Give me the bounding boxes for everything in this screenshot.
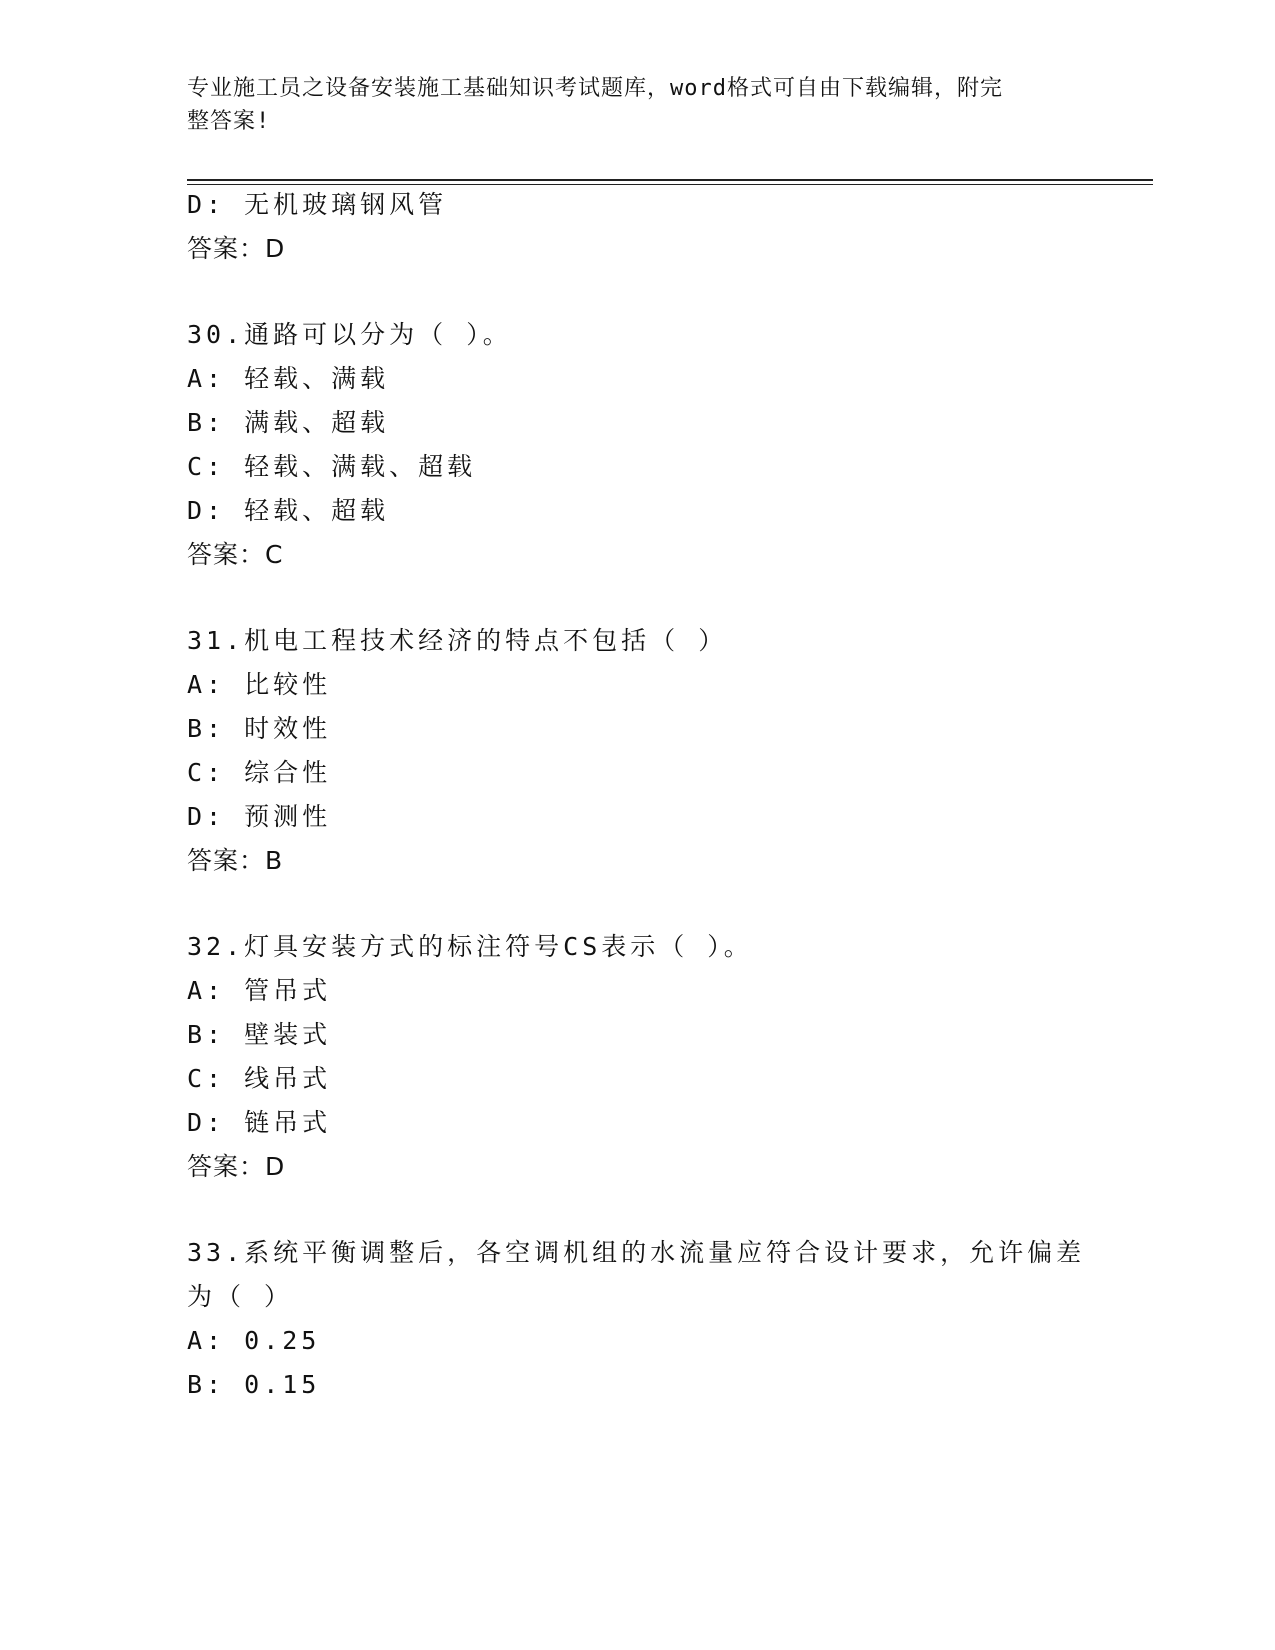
q31-option-d: D: 预测性: [187, 802, 332, 831]
document-header: [187, 72, 1087, 138]
q33-stem-line-2: 为（ ）: [187, 1282, 294, 1311]
q31-stem: 31.机电工程技术经济的特点不包括（ ）: [187, 626, 728, 655]
header-divider-thick: [187, 179, 1153, 181]
q32-stem: 32.灯具安装方式的标注符号CS表示（ ）。: [187, 932, 753, 961]
q30-option-b: B: 满载、超载: [187, 408, 390, 437]
q31-answer: 答案：B: [187, 846, 284, 875]
q32-option-c: C: 线吊式: [187, 1064, 332, 1093]
q33-option-a: A: 0.25: [187, 1326, 321, 1355]
q30-stem: 30.通路可以分为（ ）。: [187, 320, 512, 349]
header-divider-thin: [187, 184, 1153, 185]
prev-answer: 答案：D: [187, 234, 286, 263]
q31-option-b: B: 时效性: [187, 714, 332, 743]
q30-answer: 答案：C: [187, 540, 284, 569]
q31-option-c: C: 综合性: [187, 758, 332, 787]
q32-option-b: B: 壁装式: [187, 1020, 332, 1049]
q32-option-a: A: 管吊式: [187, 976, 332, 1005]
header-line-2: 整答案!: [187, 109, 271, 134]
q33-option-b: B: 0.15: [187, 1370, 321, 1399]
q31-option-a: A: 比较性: [187, 670, 332, 699]
q33-stem-line-1: 33.系统平衡调整后，各空调机组的水流量应符合设计要求，允许偏差: [187, 1238, 1086, 1267]
q30-option-d: D: 轻载、超载: [187, 496, 390, 525]
prev-option-d: D: 无机玻璃钢风管: [187, 190, 448, 219]
q32-answer: 答案：D: [187, 1152, 286, 1181]
q30-option-a: A: 轻载、满载: [187, 364, 390, 393]
q30-option-c: C: 轻载、满载、超载: [187, 452, 477, 481]
header-line-1: 专业施工员之设备安装施工基础知识考试题库，word格式可自由下载编辑，附完: [187, 76, 1003, 101]
q32-option-d: D: 链吊式: [187, 1108, 332, 1137]
